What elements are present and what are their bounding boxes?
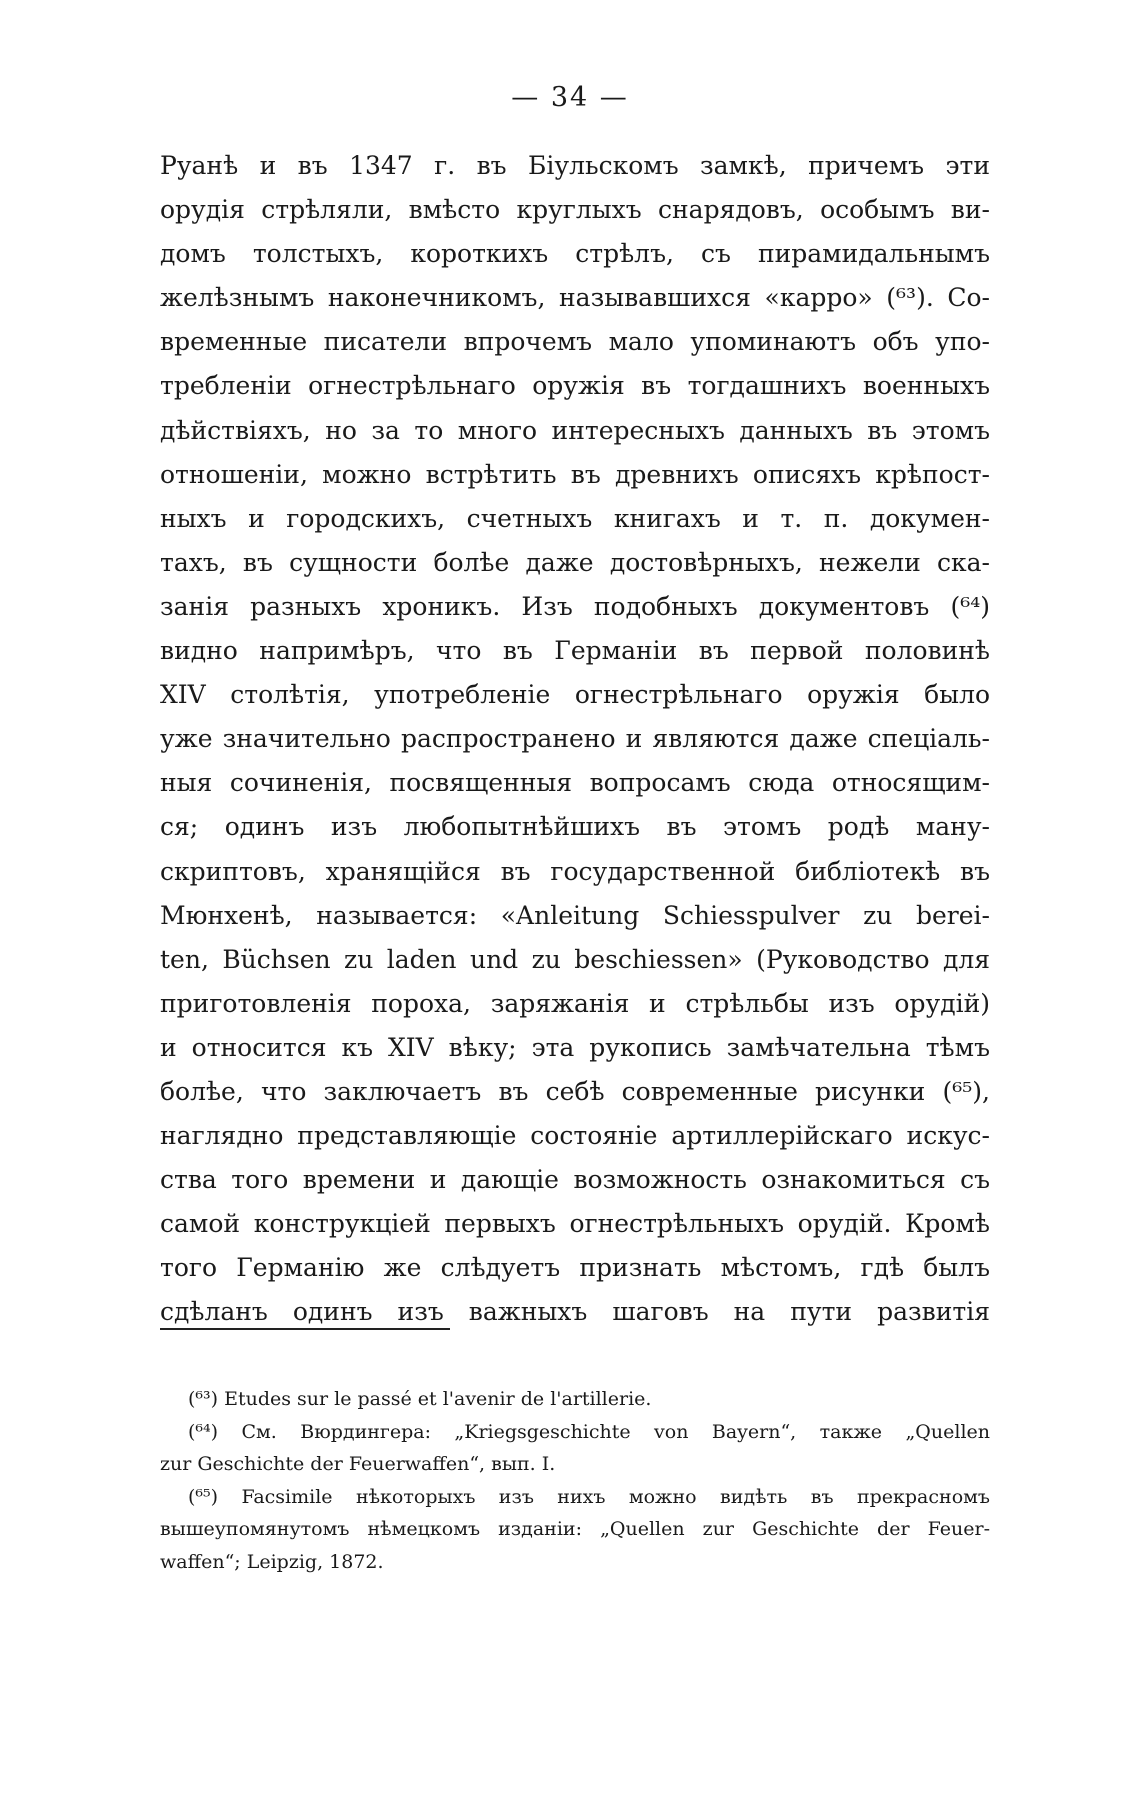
footnotes bbox=[160, 1383, 990, 1578]
footnote-separator bbox=[160, 1328, 450, 1330]
text-line: скриптовъ, хранящійся въ государственной библіотекѣ въ bbox=[160, 856, 990, 886]
text-line: орудія стрѣляли, вмѣсто круглыхъ снарядовъ, особымъ ви- bbox=[160, 195, 990, 225]
footnote-64-cont: zur Geschichte der Feuerwaffen“, вып. I. bbox=[160, 1453, 556, 1475]
text-line: занія разныхъ хроникъ. Изъ подобныхъ документовъ (⁶⁴) bbox=[160, 591, 990, 621]
text-line: Руанѣ и въ 1347 г. въ Біульскомъ замкѣ, причемъ эти bbox=[160, 151, 990, 180]
text-line: сдѣланъ одинъ изъ важныхъ шаговъ на пути развитія bbox=[160, 1297, 990, 1327]
text-line: дѣйствіяхъ, но за то много интересныхъ данныхъ въ этомъ bbox=[160, 415, 990, 445]
text-line: ныя сочиненія, посвященныя вопросамъ сюда относящим- bbox=[160, 768, 990, 798]
footnote-63: (⁶³) Etudes sur le passé et l'avenir de l'artillerie. bbox=[188, 1388, 652, 1410]
footnote-65: (⁶⁵) Facsimile нѣкоторыхъ изъ нихъ можно видѣть въ прекрасномъ bbox=[188, 1485, 990, 1508]
text-line: отношеніи, можно встрѣтить въ древнихъ описяхъ крѣпост- bbox=[160, 459, 990, 489]
text-line: тахъ, въ сущности болѣе даже достовѣрныхъ, нежели ска- bbox=[160, 547, 990, 577]
text-line: ства того времени и дающіе возможность ознакомиться съ bbox=[160, 1165, 990, 1195]
footnote-65-cont: вышеупомянутомъ нѣмецкомъ изданіи: „Quellen zur Geschichte der Feuer- bbox=[160, 1518, 990, 1540]
page-number: — 34 — bbox=[511, 82, 629, 113]
text-line: уже значительно распространено и являются даже спеціаль- bbox=[160, 724, 990, 754]
text-line: ten, Büchsen zu laden und zu beschiessen» (Руководство для bbox=[160, 944, 990, 974]
text-line: ныхъ и городскихъ, счетныхъ книгахъ и т. п. докумен- bbox=[160, 503, 990, 533]
text-line: приготовленія пороха, заряжанія и стрѣльбы изъ орудій) bbox=[160, 988, 990, 1018]
text-line: желѣзнымъ наконечникомъ, называвшихся «карро» (⁶³). Со- bbox=[160, 283, 990, 313]
body-text bbox=[160, 144, 990, 1335]
text-line: видно напримѣръ, что въ Германіи въ первой половинѣ bbox=[160, 636, 990, 666]
text-line: требленіи огнестрѣльнаго оружія въ тогдашнихъ военныхъ bbox=[160, 371, 990, 401]
text-line: домъ толстыхъ, короткихъ стрѣлъ, съ пирамидальнымъ bbox=[160, 239, 990, 269]
footnote-65-end: waffen“; Leipzig, 1872. bbox=[160, 1550, 384, 1573]
text-line: и относится къ XIV вѣку; эта рукопись замѣчательна тѣмъ bbox=[160, 1032, 990, 1062]
text-line: ся; одинъ изъ любопытнѣйшихъ въ этомъ родѣ ману- bbox=[160, 812, 990, 842]
text-line: временные писатели впрочемъ мало упоминаютъ объ упо- bbox=[160, 327, 990, 357]
text-line: XIV столѣтія, употребленіе огнестрѣльнаго оружія было bbox=[160, 680, 990, 710]
text-line: самой конструкціей первыхъ огнестрѣльныхъ орудій. Кромѣ bbox=[160, 1209, 990, 1239]
text-line: болѣе, что заключаетъ въ себѣ современные рисунки (⁶⁵), bbox=[160, 1076, 990, 1106]
text-line: Мюнхенѣ, называется: «Anleitung Schiesspulver zu berei- bbox=[160, 900, 990, 930]
footnote-64: (⁶⁴) См. Вюрдингера: „Kriegsgeschichte von Bayern“, также „Quellen bbox=[188, 1420, 990, 1443]
text-line: того Германію же слѣдуетъ признать мѣстомъ, гдѣ былъ bbox=[160, 1253, 990, 1283]
text-line: наглядно представляющіе состояніе артиллерійскаго искус- bbox=[160, 1121, 990, 1151]
